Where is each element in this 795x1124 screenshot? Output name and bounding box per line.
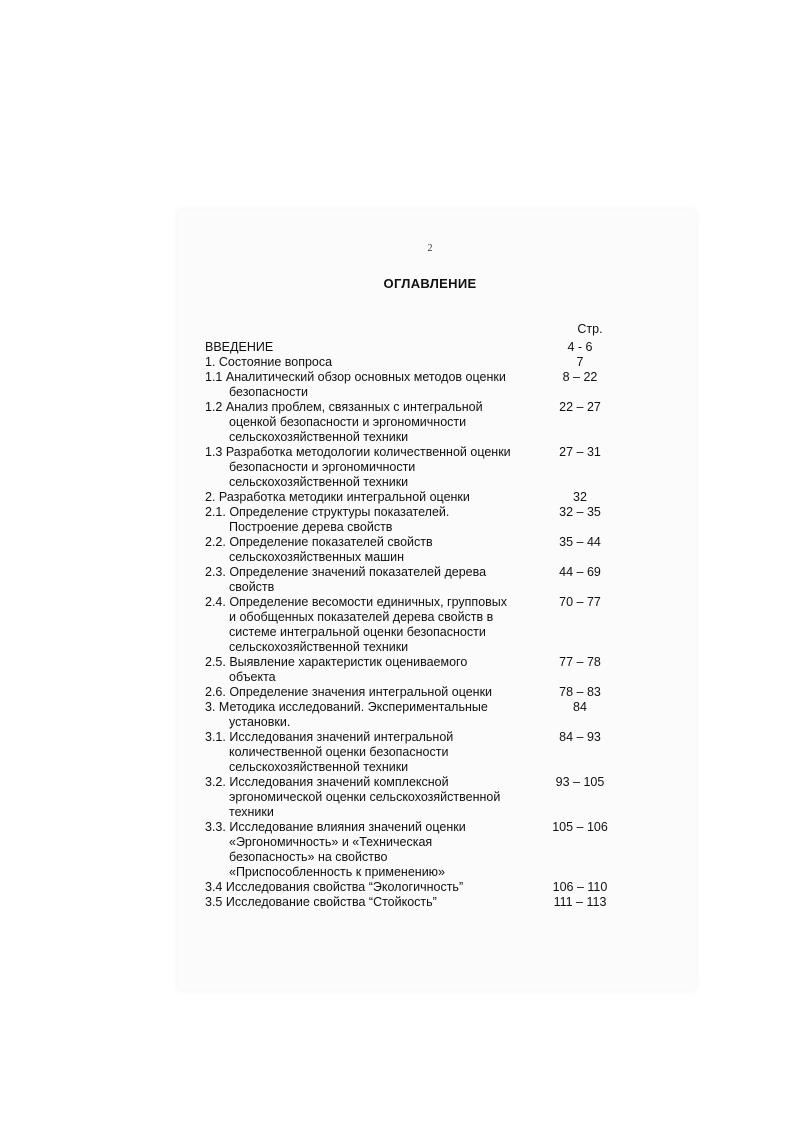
toc-entry-number: 1.3	[205, 445, 226, 459]
toc-entry-line: установки.	[229, 715, 291, 729]
toc-entry-line	[205, 820, 535, 835]
toc-entry-line	[205, 355, 535, 370]
toc-entry-text	[205, 775, 535, 820]
toc-entry-title: Определение весомости единичных, групповых	[229, 595, 508, 609]
toc-entry-pages: 7	[576, 355, 584, 369]
toc-entry-line: сельскохозяйственной техники	[229, 430, 409, 444]
toc-entry-line	[205, 400, 535, 415]
toc-entry	[205, 505, 625, 535]
toc-entry	[205, 340, 625, 355]
toc-entry-text	[205, 895, 535, 910]
toc-entry-text	[205, 730, 535, 775]
toc-entry-line: количественной оценки безопасности	[229, 745, 449, 759]
toc-entry	[205, 445, 625, 490]
toc-entry-pages: 44 – 69	[559, 565, 601, 579]
toc-entry	[205, 535, 625, 565]
toc-entry-title: Исследование влияния значений оценки	[229, 820, 466, 834]
toc-entry-line	[205, 340, 535, 355]
toc-entry-line	[205, 490, 535, 505]
toc-entry-line: сельскохозяйственной техники	[229, 640, 409, 654]
toc-entry-title: ВВЕДЕНИЕ	[205, 340, 274, 354]
toc-entry-text	[205, 400, 535, 445]
toc-entry-pages: 27 – 31	[559, 445, 601, 459]
toc-entry-line: безопасности	[229, 385, 309, 399]
toc-entry-line: системе интегральной оценки безопасности	[229, 625, 486, 639]
toc-entry-title: Определение показателей свойств	[229, 535, 433, 549]
toc-entry-pages: 105 – 106	[552, 820, 608, 834]
toc-entry-number: 1.	[205, 355, 219, 369]
toc-entry-pages: 111 – 113	[553, 895, 607, 909]
toc-entry-line: эргономической оценки сельскохозяйственной	[229, 790, 501, 804]
toc-entry-line	[205, 565, 535, 580]
toc-entry-title: Определение структуры показателей.	[229, 505, 450, 519]
toc-entry-text	[205, 490, 535, 505]
toc-entry-pages: 35 – 44	[559, 535, 601, 549]
toc-entry-number: 3.	[205, 700, 219, 714]
toc-entry-number: 3.2.	[205, 775, 230, 789]
toc-entry-title: Аналитический обзор основных методов оценки	[225, 370, 506, 384]
toc-entry	[205, 895, 625, 910]
toc-entry-line: и обобщенных показателей дерева свойств в	[229, 610, 494, 624]
toc-entry-text	[205, 700, 535, 730]
toc-entry-text	[205, 370, 535, 400]
toc-entry-line	[205, 445, 535, 460]
toc-entry-line	[205, 700, 535, 715]
toc-entry-text	[205, 685, 535, 700]
toc-entry-line: безопасности и эргономичности	[229, 460, 416, 474]
toc-entry-title: Анализ проблем, связанных с интегральной	[225, 400, 483, 414]
toc-entry	[205, 370, 625, 400]
toc-entry-line: Построение дерева свойств	[229, 520, 393, 534]
toc-entry-pages: 4 - 6	[567, 340, 593, 354]
toc-entry-line	[205, 595, 535, 610]
toc-entry-line	[205, 655, 535, 670]
toc-entry-title: Исследования значений интегральной	[229, 730, 454, 744]
toc-entry-line: оценкой безопасности и эргономичности	[229, 415, 467, 429]
toc-entry-line: сельскохозяйственной техники	[229, 760, 409, 774]
toc-entry-text	[205, 535, 535, 565]
toc-entry-text	[205, 820, 535, 880]
toc-entry-line: техники	[229, 805, 274, 819]
toc-entry-title: Методика исследований. Экспериментальные	[218, 700, 488, 714]
toc-entry-line	[205, 880, 535, 895]
toc-entry-pages: 32	[573, 490, 587, 504]
toc-entry-pages: 84 – 93	[559, 730, 601, 744]
toc-entry-line: объекта	[229, 670, 276, 684]
toc-entry-pages: 93 – 105	[555, 775, 605, 789]
toc-entry-pages: 70 – 77	[559, 595, 601, 609]
toc-entry-line	[205, 775, 535, 790]
toc-entry-title: Разработка методики интегральной оценки	[218, 490, 470, 504]
toc-entry-pages: 22 – 27	[559, 400, 601, 414]
toc-entry	[205, 730, 625, 775]
toc-entry-text	[205, 355, 535, 370]
toc-entry	[205, 490, 625, 505]
toc-entry-text	[205, 445, 535, 490]
toc-entry-number: 2.2.	[205, 535, 230, 549]
toc-entry-pages: 78 – 83	[559, 685, 601, 699]
toc-entry-line: «Приспособленность к применению»	[229, 865, 446, 879]
toc-entry	[205, 400, 625, 445]
toc-entry-line: свойств	[229, 580, 275, 594]
toc-entry-line	[205, 685, 535, 700]
toc-entry-number: 3.1.	[205, 730, 230, 744]
toc-entry-number: 2.	[205, 490, 219, 504]
toc-entry	[205, 880, 625, 895]
toc-entry-line	[205, 895, 535, 910]
toc-entry-pages: 77 – 78	[559, 655, 601, 669]
toc-entry	[205, 820, 625, 880]
toc-entry-line	[205, 730, 535, 745]
toc-entry-line: «Эргономичность» и «Техническая	[229, 835, 433, 849]
toc-entry-number: 2.5.	[205, 655, 230, 669]
toc-entry-number: 2.6.	[205, 685, 230, 699]
toc-entry-line: сельскохозяйственных машин	[229, 550, 405, 564]
toc-entry-pages: 8 – 22	[562, 370, 598, 384]
toc-entry-line: сельскохозяйственной техники	[229, 475, 409, 489]
toc-entry-line: безопасность» на свойство	[229, 850, 388, 864]
toc-entry-number: 2.1.	[205, 505, 230, 519]
toc-entry-title: Определение значений показателей дерева	[229, 565, 487, 579]
toc-entry-number: 2.4.	[205, 595, 230, 609]
toc-entry-title: Исследования значений комплексной	[229, 775, 449, 789]
toc-entry-title: Исследования свойства “Экологичность”	[225, 880, 464, 894]
toc-entry-pages: 106 – 110	[552, 880, 608, 894]
toc-entry-number: 1.1	[205, 370, 226, 384]
toc-entry-title: Состояние вопроса	[218, 355, 333, 369]
toc-entry-text	[205, 595, 535, 655]
toc-entry-title: Исследование свойства “Стойкость”	[225, 895, 437, 909]
toc-entry-text	[205, 565, 535, 595]
toc-entry-pages: 32 – 35	[559, 505, 601, 519]
toc-entry-text	[205, 655, 535, 685]
toc-entry-title: Разработка методологии количественной оценки	[225, 445, 511, 459]
toc-entry-line	[205, 535, 535, 550]
toc-entry-number: 1.2	[205, 400, 226, 414]
toc-entry-title: Определение значения интегральной оценки	[229, 685, 493, 699]
page-number: 2	[427, 243, 433, 254]
toc-entry-number: 3.4	[205, 880, 226, 894]
toc-entry-number: 3.3.	[205, 820, 230, 834]
toc-entry	[205, 595, 625, 655]
toc-entry	[205, 355, 625, 370]
toc-entry-text	[205, 340, 535, 355]
toc-entry-title: Выявление характеристик оцениваемого	[229, 655, 468, 669]
toc-entry-number: 2.3.	[205, 565, 230, 579]
page-title: ОГЛАВЛЕНИЕ	[383, 276, 477, 291]
toc-entry	[205, 775, 625, 820]
pages-column-header: Стр.	[577, 322, 603, 336]
toc-entry-line	[205, 505, 535, 520]
toc-entry-number: 3.5	[205, 895, 226, 909]
toc-entry-pages: 84	[573, 700, 587, 714]
toc-entry	[205, 685, 625, 700]
table-of-contents	[205, 340, 625, 910]
toc-entry	[205, 655, 625, 685]
toc-entry-text	[205, 880, 535, 895]
toc-entry	[205, 700, 625, 730]
toc-entry-text	[205, 505, 535, 535]
toc-entry-line	[205, 370, 535, 385]
toc-entry	[205, 565, 625, 595]
